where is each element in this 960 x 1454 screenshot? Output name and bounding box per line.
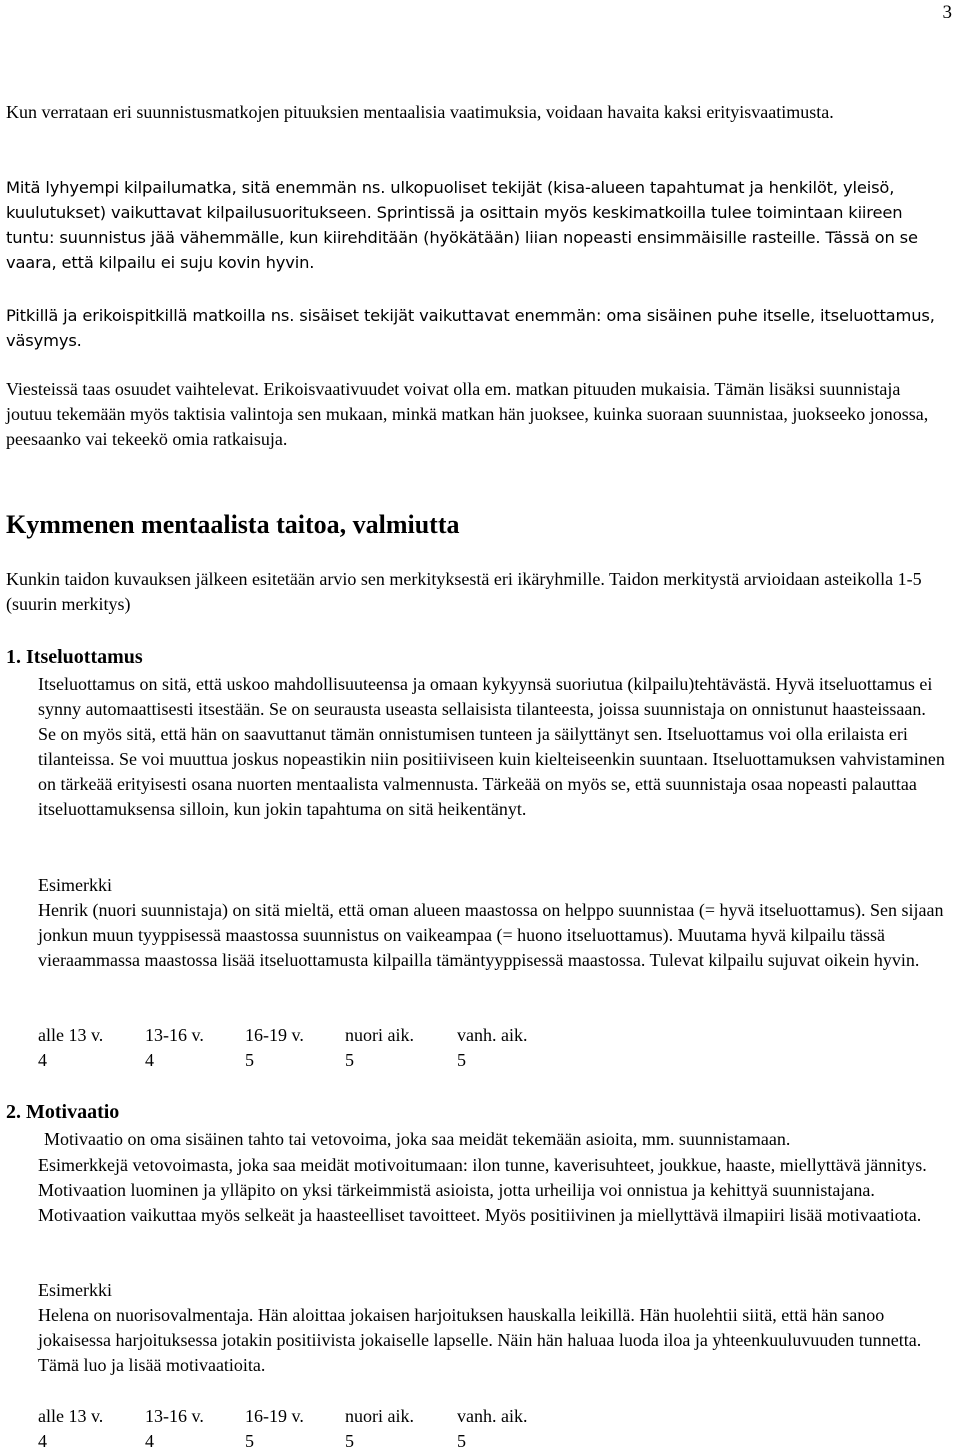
main-intro: Kunkin taidon kuvauksen jälkeen esitetään arvio sen merkityksestä eri ikäryhmille. Taidon merkitystä arvioidaan asteikolla 1-5 (suurin merkitys) bbox=[6, 569, 922, 614]
rating-value: 4 bbox=[145, 1050, 154, 1070]
example-label: Esimerkki bbox=[38, 1280, 112, 1300]
rating-value: 4 bbox=[145, 1431, 154, 1451]
age-group-header: 13-16 v. bbox=[145, 1406, 204, 1426]
rating-value: 4 bbox=[38, 1431, 47, 1451]
section-heading-itseluottamus: 1. Itseluottamus bbox=[6, 646, 143, 668]
age-group-header: 16-19 v. bbox=[245, 1025, 304, 1045]
age-group-header: vanh. aik. bbox=[457, 1406, 528, 1426]
rating-value: 5 bbox=[345, 1050, 354, 1070]
intro-paragraph-2: Mitä lyhyempi kilpailumatka, sitä enemmän ns. ulkopuoliset tekijät (kisa-alueen tapahtumat ja henkilöt, yleisö, kuulutukset) vaikuttavat kilpailusuoritukseen. Sprintissä ja osittain myös keskimatkoilla tulee toimintaan kiireen tuntu: suunnistus jää vähemmälle, kun kiirehditään (hyökätään) liian nopeasti ensimmäisille rasteille. Tässä on se vaara, että kilpailu ei suju kovin hyvin. bbox=[6, 178, 918, 272]
example-text: Helena on nuorisovalmentaja. Hän aloittaa jokaisen harjoituksen hauskalla leikillä. Hän huolehtii siitä, että hän sanoo jokaisessa harjoituksessa jotakin positiivista jokaiselle lapselle. Näin hän haluaa luoda iloa ja yhteenkuuluvuuden tunnetta. Tämä luo ja lisää motivaatioita. bbox=[38, 1305, 922, 1375]
section-heading-motivaatio: 2. Motivaatio bbox=[6, 1101, 120, 1123]
section-body: Itseluottamus on sitä, että uskoo mahdollisuuteensa ja omaan kykyynsä suoriutua (kilpailu)tehtävästä. Hyvä itseluottamus ei synny automaattisesti itsestään. Se on seurausta useasta sellaisista tilanteesta, joissa suunnistaja on onnistunut haasteissaan. Se on myös sitä, että hän on saavuttanut tämän onnistumisen tunteen ja säilyttänyt sen. Itseluottamus voi olla erilaista eri tilanteissa. Se voi muuttua joskus nopeastikin niin positiiviseen kuin kielteiseenkin suuntaan. Itseluottamuksen vahvistaminen on tärkeää erityisesti osana nuorten mentaalista valmennusta. Tärkeää on myös se, että suunnistaja osaa nopeasti palauttaa itseluottamuksensa silloin, kun jokin tapahtuma on sitä heikentänyt. bbox=[38, 674, 945, 819]
rating-value: 5 bbox=[245, 1431, 254, 1451]
age-group-header: vanh. aik. bbox=[457, 1025, 528, 1045]
intro-paragraph-3: Pitkillä ja erikoispitkillä matkoilla ns. sisäiset tekijät vaikuttavat enemmän: oma sisäinen puhe itselle, itseluottamus, väsymys. bbox=[6, 306, 935, 350]
rating-value: 5 bbox=[457, 1431, 466, 1451]
age-group-header: 13-16 v. bbox=[145, 1025, 204, 1045]
age-group-header: alle 13 v. bbox=[38, 1025, 104, 1045]
intro-paragraph-1: Kun verrataan eri suunnistusmatkojen pituuksien mentaalisia vaatimuksia, voidaan havaita kaksi erityisvaatimusta. bbox=[6, 102, 834, 122]
age-group-header: nuori aik. bbox=[345, 1025, 414, 1045]
age-group-header: nuori aik. bbox=[345, 1406, 414, 1426]
page-number: 3 bbox=[942, 2, 952, 23]
rating-value: 5 bbox=[457, 1050, 466, 1070]
section-body: Motivaatio on oma sisäinen tahto tai vetovoima, joka saa meidät tekemään asioita, mm. suunnistamaan. bbox=[44, 1129, 791, 1149]
age-group-header: alle 13 v. bbox=[38, 1406, 104, 1426]
intro-paragraph-4: Viesteissä taas osuudet vaihtelevat. Erikoisvaativuudet voivat olla em. matkan pituuden mukaisia. Tämän lisäksi suunnistaja joutuu tekemään myös taktisia valintoja sen mukaan, minkä matkan hän juoksee, kuinka suoraan suunnistaa, juokseeko jonossa, peesaanko vai tekeekö omia ratkaisuja. bbox=[6, 379, 929, 449]
rating-value: 5 bbox=[245, 1050, 254, 1070]
example-label: Esimerkki bbox=[38, 875, 112, 895]
section-body-continued: Esimerkkejä vetovoimasta, joka saa meidät motivoitumaan: ilon tunne, kaverisuhteet, joukkue, haaste, miellyttävä jännitys. Motivaation luominen ja ylläpito on yksi tärkeimmistä asioista, jotta urheilija voi onnistua ja kehittyä suunnistajana. Motivaation vaikuttaa myös selkeät ja haasteelliset tavoitteet. Myös positiivinen ja miellyttävä ilmapiiri lisää motivaatiota. bbox=[38, 1155, 927, 1225]
main-heading: Kymmenen mentaalista taitoa, valmiutta bbox=[6, 510, 460, 539]
age-group-header: 16-19 v. bbox=[245, 1406, 304, 1426]
rating-value: 5 bbox=[345, 1431, 354, 1451]
example-text: Henrik (nuori suunnistaja) on sitä mieltä, että oman alueen maastossa on helppo suunnistaa (= hyvä itseluottamus). Sen sijaan jonkun muun tyyppisessä maastossa suunnistus on vaikeampaa (= huono itseluottamus). Muutama hyvä kilpailu tässä vieraammassa maastossa lisää itseluottamusta kilpailla tämäntyyppisessä maastossa. Tulevat kilpailu sujuvat oikein hyvin. bbox=[38, 900, 944, 970]
rating-value: 4 bbox=[38, 1050, 47, 1070]
